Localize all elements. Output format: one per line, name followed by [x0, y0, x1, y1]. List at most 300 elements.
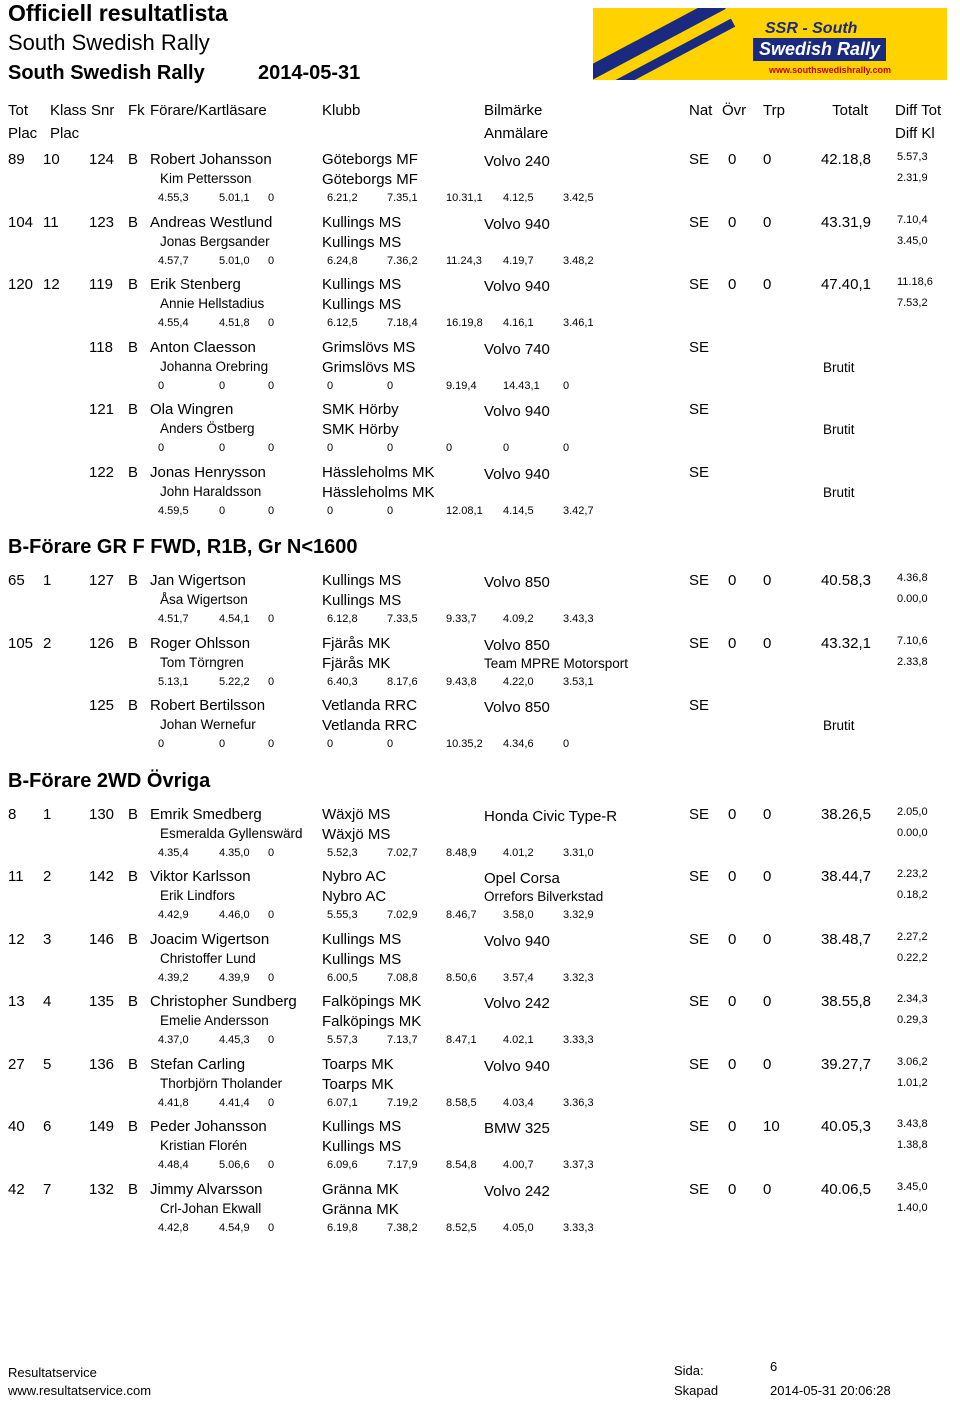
- cell-stage-time: 0: [268, 254, 275, 267]
- cell-club-codriver: Göteborgs MF: [322, 171, 418, 188]
- cell-diff-kl: 7.53,2: [897, 297, 928, 309]
- cell-stage-time: 4.41,4: [219, 1096, 250, 1109]
- cell-club-driver: SMK Hörby: [322, 401, 399, 418]
- cell-klass-plac: 7: [43, 1180, 52, 1198]
- cell-ovr: 0: [728, 1055, 737, 1073]
- cell-club-driver: Göteborgs MF: [322, 151, 418, 168]
- cell-club-codriver: SMK Hörby: [322, 421, 399, 438]
- doc-title: Officiell resultatlista: [8, 0, 228, 26]
- cell-fk: B: [128, 572, 139, 589]
- cell-driver: Robert Bertilsson: [150, 697, 266, 714]
- cell-diff-kl: Brutit: [823, 422, 855, 437]
- cell-ovr: 0: [728, 276, 737, 293]
- cell-diff-tot: 2.05,0: [897, 805, 928, 818]
- cell-codriver: Emelie Andersson: [160, 1013, 269, 1028]
- cell-stage-time: 0: [268, 971, 275, 984]
- cell-club-driver: Fjärås MK: [322, 634, 391, 652]
- cell-driver: Erik Stenberg: [150, 276, 241, 293]
- cell-total: 42.18,8: [820, 151, 871, 168]
- cell-klass-plac: 5: [43, 1055, 52, 1073]
- cell-stage-time: 0: [387, 379, 394, 392]
- cell-stage-time: 3.32,9: [563, 909, 594, 921]
- cell-stage-time: 0: [446, 442, 453, 454]
- cell-stage-time: 0: [387, 442, 394, 454]
- cell-fk: B: [128, 1055, 139, 1073]
- logo-url: www.southswedishrally.com: [769, 65, 892, 75]
- cell-driver: Christopher Sundberg: [150, 993, 297, 1010]
- cell-total: 40.58,3: [820, 572, 871, 589]
- cell-stage-time: 4.45,3: [219, 1034, 250, 1046]
- section-heading: B-Förare GR F FWD, R1B, Gr N<1600: [8, 536, 358, 558]
- cell-codriver: Christoffer Lund: [160, 950, 256, 966]
- cell-club-driver: Falköpings MK: [322, 993, 422, 1010]
- cell-diff-kl: 1.01,2: [897, 1076, 928, 1089]
- cell-stage-time: 3.31,0: [563, 846, 594, 859]
- cell-stage-time: 0: [268, 1034, 275, 1046]
- cell-stage-time: 7.35,1: [387, 192, 418, 204]
- cell-stage-time: 4.59,5: [158, 504, 189, 517]
- cell-start-number: 118: [89, 338, 113, 356]
- cell-club-codriver: Fjärås MK: [322, 654, 391, 672]
- cell-stage-time: 0: [268, 738, 275, 750]
- cell-stage-time: 4.05,0: [503, 1221, 534, 1234]
- cell-fk: B: [128, 868, 139, 885]
- cell-driver: Stefan Carling: [150, 1055, 246, 1073]
- cell-car: Volvo 940: [484, 403, 550, 420]
- cell-start-number: 142: [89, 868, 115, 885]
- cell-stage-time: 4.54,9: [219, 1221, 250, 1234]
- cell-fk: B: [128, 463, 139, 481]
- cell-ovr: 0: [728, 151, 737, 168]
- footer-created-label: Skapad: [674, 1383, 719, 1398]
- cell-car: Volvo 242: [484, 1182, 550, 1200]
- cell-stage-time: 0: [158, 442, 165, 454]
- cell-stage-time: 3.36,3: [563, 1096, 594, 1109]
- cell-total: 43.31,9: [820, 213, 871, 231]
- cell-stage-time: 4.39,9: [219, 971, 250, 984]
- cell-diff-tot: 11.18,6: [897, 276, 933, 288]
- footer-website[interactable]: www.resultatservice.com: [8, 1383, 152, 1398]
- cell-stage-time: 5.55,3: [327, 909, 358, 921]
- cell-stage-time: 3.42,5: [563, 192, 594, 204]
- cell-diff-tot: 7.10,4: [897, 213, 928, 226]
- cell-fk: B: [128, 634, 139, 652]
- cell-stage-time: 6.40,3: [327, 675, 358, 688]
- cell-ovr: 0: [728, 213, 737, 231]
- cell-driver: Jimmy Alvarsson: [150, 1180, 263, 1198]
- cell-fk: B: [128, 697, 139, 714]
- cell-stage-time: 4.19,7: [503, 254, 534, 267]
- cell-trp: 0: [763, 1055, 772, 1073]
- cell-trp: 0: [763, 276, 772, 293]
- cell-stage-time: 4.00,7: [503, 1159, 534, 1171]
- cell-start-number: 125: [89, 697, 115, 714]
- header-9: Trp: [763, 102, 785, 119]
- cell-codriver: Kim Pettersson: [160, 171, 252, 186]
- cell-tot-plac: 40: [8, 1118, 25, 1135]
- cell-stage-time: 6.12,8: [327, 613, 358, 625]
- cell-stage-time: 0: [268, 1221, 275, 1234]
- cell-stage-time: 11.24,3: [446, 254, 482, 267]
- cell-trp: 0: [763, 805, 772, 823]
- cell-fk: B: [128, 151, 139, 168]
- cell-stage-time: 6.07,1: [327, 1096, 358, 1109]
- cell-diff-tot: 2.23,2: [897, 868, 928, 880]
- cell-club-codriver: Grimslövs MS: [322, 358, 416, 376]
- cell-start-number: 127: [89, 572, 115, 589]
- cell-nationality: SE: [689, 697, 710, 714]
- cell-stage-time: 0: [563, 738, 570, 750]
- cell-start-number: 122: [89, 463, 115, 481]
- cell-car: Volvo 240: [484, 153, 550, 170]
- cell-stage-time: 5.06,6: [219, 1159, 250, 1171]
- cell-fk: B: [128, 401, 139, 418]
- cell-stage-time: 0: [268, 504, 275, 517]
- cell-tot-plac: 89: [8, 151, 25, 168]
- cell-club-codriver: Kullings MS: [322, 1138, 402, 1155]
- cell-driver: Roger Ohlsson: [150, 634, 251, 652]
- cell-start-number: 149: [89, 1118, 115, 1135]
- cell-diff-kl: 3.45,0: [897, 234, 928, 247]
- cell-stage-time: 7.18,4: [387, 317, 418, 329]
- cell-stage-time: 4.54,1: [219, 613, 250, 625]
- cell-klass-plac: 3: [43, 930, 52, 948]
- event-line-name: South Swedish Rally: [8, 62, 205, 84]
- cell-stage-time: 5.22,2: [219, 675, 250, 688]
- cell-stage-time: 5.13,1: [158, 675, 189, 688]
- cell-codriver: Esmeralda Gyllenswärd: [160, 825, 303, 841]
- cell-stage-time: 9.33,7: [446, 613, 477, 625]
- cell-club-driver: Kullings MS: [322, 276, 402, 293]
- cell-total: 47.40,1: [820, 276, 871, 293]
- cell-fk: B: [128, 338, 139, 356]
- cell-start-number: 135: [89, 993, 115, 1010]
- cell-club-driver: Kullings MS: [322, 213, 402, 231]
- cell-klass-plac: 1: [43, 572, 52, 589]
- cell-stage-time: 0: [563, 379, 570, 392]
- cell-stage-time: 0: [158, 379, 165, 392]
- cell-stage-time: 8.52,5: [446, 1221, 477, 1234]
- cell-total: 38.55,8: [820, 993, 871, 1010]
- cell-stage-time: 8.47,1: [446, 1034, 477, 1046]
- cell-trp: 0: [763, 993, 772, 1010]
- cell-fk: B: [128, 993, 139, 1010]
- cell-stage-time: 4.16,1: [503, 317, 534, 329]
- cell-stage-time: 3.33,3: [563, 1034, 594, 1046]
- cell-driver: Andreas Westlund: [150, 213, 273, 231]
- cell-start-number: 124: [89, 151, 115, 168]
- cell-tot-plac: 12: [8, 930, 25, 948]
- cell-diff-kl: Brutit: [823, 718, 855, 733]
- cell-club-driver: Toarps MK: [322, 1055, 394, 1073]
- cell-club-driver: Nybro AC: [322, 868, 387, 885]
- cell-stage-time: 0: [268, 909, 275, 921]
- header-sub-entrant: Anmälare: [484, 125, 549, 142]
- cell-nationality: SE: [689, 572, 710, 589]
- cell-stage-time: 4.02,1: [503, 1034, 534, 1046]
- cell-diff-kl: 2.33,8: [897, 655, 928, 668]
- cell-stage-time: 0: [158, 738, 165, 750]
- cell-total: 40.06,5: [820, 1180, 871, 1198]
- cell-stage-time: 0: [327, 379, 334, 392]
- cell-stage-time: 0: [387, 504, 394, 517]
- cell-stage-time: 7.02,7: [387, 846, 418, 859]
- cell-driver: Jonas Henrysson: [150, 463, 266, 481]
- cell-start-number: 146: [89, 930, 115, 948]
- cell-nationality: SE: [689, 868, 710, 885]
- cell-start-number: 119: [89, 276, 113, 293]
- cell-nationality: SE: [689, 993, 710, 1010]
- cell-stage-time: 4.37,0: [158, 1034, 189, 1046]
- cell-club-codriver: Nybro AC: [322, 888, 387, 905]
- cell-car: Volvo 940: [484, 465, 550, 483]
- header-8: Övr: [722, 102, 747, 119]
- header-sub-klass: Plac: [50, 125, 80, 142]
- cell-tot-plac: 105: [8, 634, 34, 652]
- cell-car: Opel Corsa: [484, 870, 560, 887]
- cell-total: 38.44,7: [820, 868, 871, 885]
- cell-fk: B: [128, 1118, 139, 1135]
- cell-tot-plac: 13: [8, 993, 25, 1010]
- cell-stage-time: 6.09,6: [327, 1159, 358, 1171]
- cell-klass-plac: 2: [43, 634, 52, 652]
- cell-stage-time: 0: [268, 379, 275, 392]
- cell-stage-time: 8.54,8: [446, 1159, 477, 1171]
- logo-line-2: Swedish Rally: [753, 38, 886, 61]
- logo-line-1: SSR - South: [765, 20, 858, 37]
- header-5: Klubb: [322, 102, 361, 119]
- cell-stage-time: 0: [268, 846, 275, 859]
- cell-driver: Viktor Karlsson: [150, 868, 251, 885]
- cell-tot-plac: 11: [8, 868, 24, 885]
- header-0: Tot: [8, 102, 29, 119]
- cell-stage-time: 0: [387, 738, 394, 750]
- cell-car: Volvo 940: [484, 278, 550, 295]
- cell-stage-time: 4.51,8: [219, 317, 250, 329]
- header-4: Förare/Kartläsare: [150, 102, 267, 119]
- cell-stage-time: 3.48,2: [563, 254, 594, 267]
- cell-diff-kl: 1.38,8: [897, 1139, 928, 1151]
- section-heading: B-Förare 2WD Övriga: [8, 769, 211, 792]
- cell-codriver: Johanna Orebring: [160, 358, 269, 374]
- header-sub-tot: Plac: [8, 125, 38, 142]
- cell-diff-tot: 3.43,8: [897, 1118, 928, 1130]
- cell-stage-time: 3.46,1: [563, 317, 594, 329]
- cell-nationality: SE: [689, 213, 710, 231]
- cell-stage-time: 7.17,9: [387, 1159, 418, 1171]
- cell-club-codriver: Kullings MS: [322, 950, 402, 968]
- cell-trp: 0: [763, 151, 772, 168]
- cell-car: Volvo 850: [484, 699, 550, 716]
- cell-stage-time: 7.08,8: [387, 971, 418, 984]
- cell-diff-kl: 0.00,0: [897, 826, 928, 839]
- cell-klass-plac: 1: [43, 805, 52, 823]
- cell-club-codriver: Kullings MS: [322, 233, 402, 251]
- cell-stage-time: 0: [268, 675, 275, 688]
- cell-ovr: 0: [728, 1180, 737, 1198]
- cell-stage-time: 6.00,5: [327, 971, 358, 984]
- cell-diff-tot: 3.06,2: [897, 1055, 928, 1068]
- cell-stage-time: 0: [563, 442, 570, 454]
- event-name: South Swedish Rally: [8, 30, 210, 55]
- cell-stage-time: 6.24,8: [327, 254, 358, 267]
- cell-club-codriver: Kullings MS: [322, 296, 402, 313]
- cell-fk: B: [128, 1180, 139, 1198]
- cell-stage-time: 0: [219, 379, 226, 392]
- cell-tot-plac: 27: [8, 1055, 25, 1073]
- cell-nationality: SE: [689, 930, 710, 948]
- header-11: Diff Tot: [895, 102, 942, 119]
- cell-driver: Emrik Smedberg: [150, 805, 262, 823]
- cell-car: Honda Civic Type-R: [484, 807, 618, 825]
- cell-stage-time: 4.41,8: [158, 1096, 189, 1109]
- cell-stage-time: 7.33,5: [387, 613, 418, 625]
- cell-stage-time: 8.58,5: [446, 1096, 477, 1109]
- cell-stage-time: 5.01,0: [219, 254, 250, 267]
- cell-nationality: SE: [689, 1055, 710, 1073]
- cell-stage-time: 0: [268, 442, 275, 454]
- cell-car: Volvo 940: [484, 215, 550, 233]
- cell-stage-time: 4.03,4: [503, 1096, 534, 1109]
- cell-tot-plac: 65: [8, 572, 25, 589]
- cell-diff-tot: 3.45,0: [897, 1180, 928, 1193]
- cell-ovr: 0: [728, 634, 737, 652]
- cell-stage-time: 6.12,5: [327, 317, 358, 329]
- cell-fk: B: [128, 213, 139, 231]
- cell-ovr: 0: [728, 805, 737, 823]
- footer-created: 2014-05-31 20:06:28: [770, 1383, 891, 1398]
- cell-tot-plac: 104: [8, 213, 34, 231]
- cell-stage-time: 8.50,6: [446, 971, 477, 984]
- cell-driver: Peder Johansson: [150, 1118, 267, 1135]
- cell-stage-time: 10.35,2: [446, 738, 483, 750]
- cell-stage-time: 14.43,1: [503, 379, 540, 392]
- cell-trp: 0: [763, 868, 772, 885]
- header-3: Fk: [128, 102, 145, 119]
- cell-trp: 0: [763, 930, 772, 948]
- cell-stage-time: 7.02,9: [387, 909, 418, 921]
- footer-service: Resultatservice: [8, 1365, 97, 1380]
- cell-stage-time: 9.19,4: [446, 379, 477, 392]
- cell-stage-time: 0: [503, 442, 510, 454]
- cell-stage-time: 4.14,5: [503, 504, 534, 517]
- cell-nationality: SE: [689, 805, 710, 823]
- cell-tot-plac: 42: [8, 1180, 25, 1198]
- cell-codriver: Åsa Wigertson: [160, 592, 248, 607]
- cell-ovr: 0: [728, 1118, 737, 1135]
- cell-trp: 0: [763, 1180, 772, 1198]
- cell-codriver: Annie Hellstadius: [160, 296, 265, 311]
- cell-codriver: Crl-Johan Ekwall: [160, 1200, 262, 1216]
- cell-club-driver: Gränna MK: [322, 1180, 399, 1198]
- cell-stage-time: 4.01,2: [503, 846, 534, 859]
- cell-stage-time: 8.46,7: [446, 909, 477, 921]
- cell-club-codriver: Falköpings MK: [322, 1013, 422, 1030]
- cell-stage-time: 7.13,7: [387, 1034, 418, 1046]
- cell-stage-time: 4.34,6: [503, 738, 534, 750]
- cell-start-number: 121: [89, 401, 115, 418]
- cell-driver: Ola Wingren: [150, 401, 234, 418]
- cell-ovr: 0: [728, 993, 737, 1010]
- cell-stage-time: 0: [219, 442, 226, 454]
- cell-stage-time: 4.55,4: [158, 317, 189, 329]
- cell-diff-tot: 7.10,6: [897, 634, 928, 647]
- cell-stage-time: 0: [268, 192, 275, 204]
- cell-club-driver: Hässleholms MK: [322, 463, 435, 481]
- cell-trp: 10: [763, 1118, 780, 1135]
- cell-total: 38.26,5: [820, 805, 871, 823]
- cell-stage-time: 3.32,3: [563, 971, 594, 984]
- cell-diff-kl: 0.22,2: [897, 951, 928, 964]
- cell-stage-time: 4.48,4: [158, 1159, 189, 1171]
- cell-stage-time: 4.35,0: [219, 846, 250, 859]
- cell-stage-time: 4.12,5: [503, 192, 534, 204]
- cell-codriver: Jonas Bergsander: [160, 233, 270, 249]
- cell-klass-plac: 6: [43, 1118, 52, 1135]
- cell-stage-time: 0: [268, 1159, 275, 1171]
- cell-stage-time: 0: [327, 738, 334, 750]
- cell-driver: Anton Claesson: [150, 338, 256, 356]
- cell-stage-time: 3.43,3: [563, 613, 594, 625]
- cell-ovr: 0: [728, 930, 737, 948]
- cell-diff-kl: 0.00,0: [897, 593, 928, 605]
- cell-car: Volvo 940: [484, 1057, 550, 1075]
- cell-diff-kl: Brutit: [823, 484, 855, 500]
- cell-nationality: SE: [689, 338, 710, 356]
- cell-stage-time: 6.19,8: [327, 1221, 358, 1234]
- cell-stage-time: 4.51,7: [158, 613, 189, 625]
- footer-page-label: Sida:: [674, 1363, 704, 1378]
- cell-stage-time: 4.42,9: [158, 909, 189, 921]
- header-sub-diffkl: Diff Kl: [895, 125, 935, 142]
- cell-start-number: 123: [89, 213, 115, 231]
- logo-stripe: [593, 8, 726, 80]
- cell-total: 43.32,1: [820, 634, 871, 652]
- cell-start-number: 126: [89, 634, 115, 652]
- cell-stage-time: 4.46,0: [219, 909, 250, 921]
- cell-codriver: Johan Wernefur: [160, 717, 256, 732]
- cell-club-driver: Grimslövs MS: [322, 338, 416, 356]
- cell-stage-time: 4.39,2: [158, 971, 189, 984]
- cell-trp: 0: [763, 572, 772, 589]
- cell-fk: B: [128, 276, 139, 293]
- header-10: Totalt: [832, 102, 868, 119]
- cell-car: BMW 325: [484, 1120, 550, 1137]
- cell-total: 38.48,7: [820, 930, 871, 948]
- cell-klass-plac: 2: [43, 868, 52, 885]
- cell-codriver: Thorbjörn Tholander: [160, 1075, 283, 1091]
- cell-diff-tot: 4.36,8: [897, 572, 928, 584]
- cell-diff-kl: 1.40,0: [897, 1201, 928, 1214]
- cell-diff-tot: 5.57,3: [897, 151, 928, 163]
- header-6: Bilmärke: [484, 102, 543, 119]
- cell-stage-time: 16.19,8: [446, 317, 483, 329]
- cell-stage-time: 3.33,3: [563, 1221, 594, 1234]
- cell-car: Volvo 940: [484, 932, 550, 950]
- cell-stage-time: 3.53,1: [563, 675, 594, 688]
- cell-club-codriver: Gränna MK: [322, 1200, 399, 1218]
- cell-codriver: John Haraldsson: [160, 483, 262, 499]
- cell-stage-time: 7.36,2: [387, 254, 418, 267]
- cell-stage-time: 4.09,2: [503, 613, 534, 625]
- cell-klass-plac: 12: [43, 276, 60, 293]
- cell-klass-plac: 10: [43, 151, 60, 168]
- cell-start-number: 130: [89, 805, 115, 823]
- cell-total: 40.05,3: [820, 1118, 871, 1135]
- cell-nationality: SE: [689, 401, 710, 418]
- cell-diff-kl: Brutit: [823, 359, 855, 375]
- cell-diff-kl: 0.18,2: [897, 889, 928, 901]
